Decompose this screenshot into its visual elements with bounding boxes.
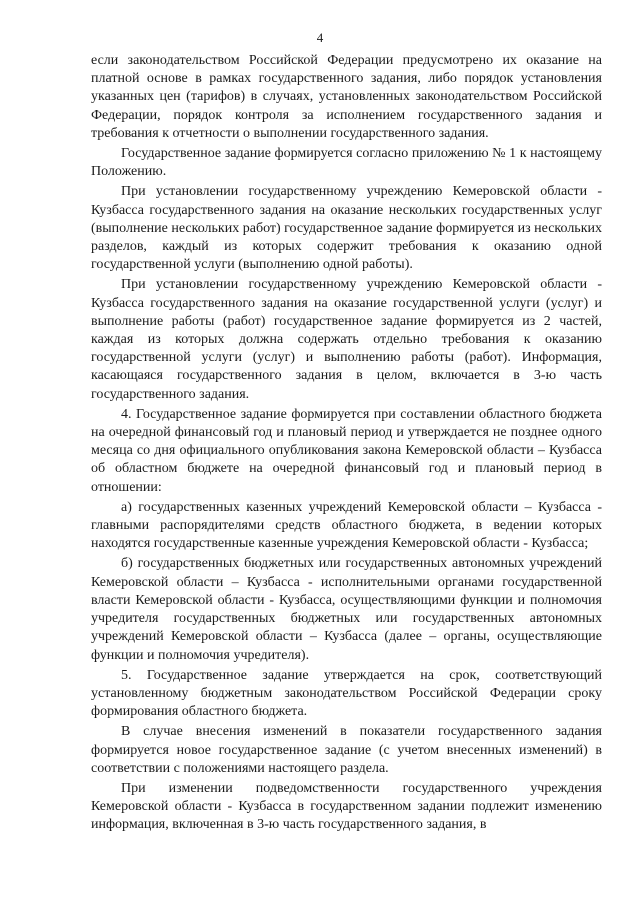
paragraph-clause-4: 4. Государственное задание формируется при составлении областного бюджета на очередной финансовый год и плановый период и утверждается не позднее одного месяца со дня официального опубликования закона Кемеровской области – Кузбасса об областном бюджете на очередной финансовый год и плановый период в отношении: — [91, 406, 602, 495]
page-number: 4 — [316, 30, 324, 45]
document-body — [91, 52, 602, 837]
paragraph-subordination: При изменении подведомственности государственного учреждения Кемеровской области - Кузбасса в государственном задании подлежит изменению информация, включенная в 3-ю часть государственного задания, в — [91, 780, 602, 833]
paragraph-multiple-services: При установлении государственному учреждению Кемеровской области - Кузбасса государственного задания на оказание нескольких государственных услуг (выполнение нескольких работ) государственное задание формируется из нескольких разделов, каждый из которых содержит требования к оказанию одной государственной услуги (выполнению одной работы). — [91, 184, 602, 273]
paragraph-clause-4b: б) государственных бюджетных или государственных автономных учреждений Кемеровской области – Кузбасса - исполнительными органами государственной власти Кемеровской области - Кузбасса, осуществляющими функции и полномочия учредителя государственных бюджетных или государственных автономных учреждений Кемеровской области – Кузбасса (далее – органы, осуществляющие функции и полномочия учредителя). — [91, 556, 602, 663]
paragraph-services-and-works: При установлении государственному учреждению Кемеровской области - Кузбасса государственного задания на оказание государственной услуги (услуг) и выполнение работы (работ) государственное задание формируется из 2 частей, каждая из которых должна содержать отдельно требования к оказанию государственной услуги (услуг) и выполнению работы (работ). Информация, касающаяся государственного задания в целом, включается в 3-ю часть государственного задания. — [91, 277, 602, 402]
paragraph-task-formation: Государственное задание формируется согласно приложению № 1 к настоящему Положению. — [91, 146, 602, 180]
paragraph-clause-5: 5. Государственное задание утверждается на срок, соответствующий установленному бюджетным законодательством Российской Федерации сроку формирования областного бюджета. — [91, 667, 602, 720]
paragraph-clause-4a: а) государственных казенных учреждений Кемеровской области – Кузбасса - главными распорядителями средств областного бюджета, в ведении которых находятся государственные казенные учреждения Кемеровской области - Кузбасса; — [91, 499, 602, 552]
paragraph-continuation: если законодательством Российской Федерации предусмотрено их оказание на платной основе в рамках государственного задания, либо порядок установления указанных цен (тарифов) в случаях, установленных законодательством Российской Федерации, порядок контроля за исполнением государственного задания и требования к отчетности о выполнении государственного задания. — [91, 53, 602, 141]
paragraph-changes: В случае внесения изменений в показатели государственного задания формируется новое государственное задание (с учетом внесенных изменений) в соответствии с положениями настоящего раздела. — [91, 724, 602, 776]
